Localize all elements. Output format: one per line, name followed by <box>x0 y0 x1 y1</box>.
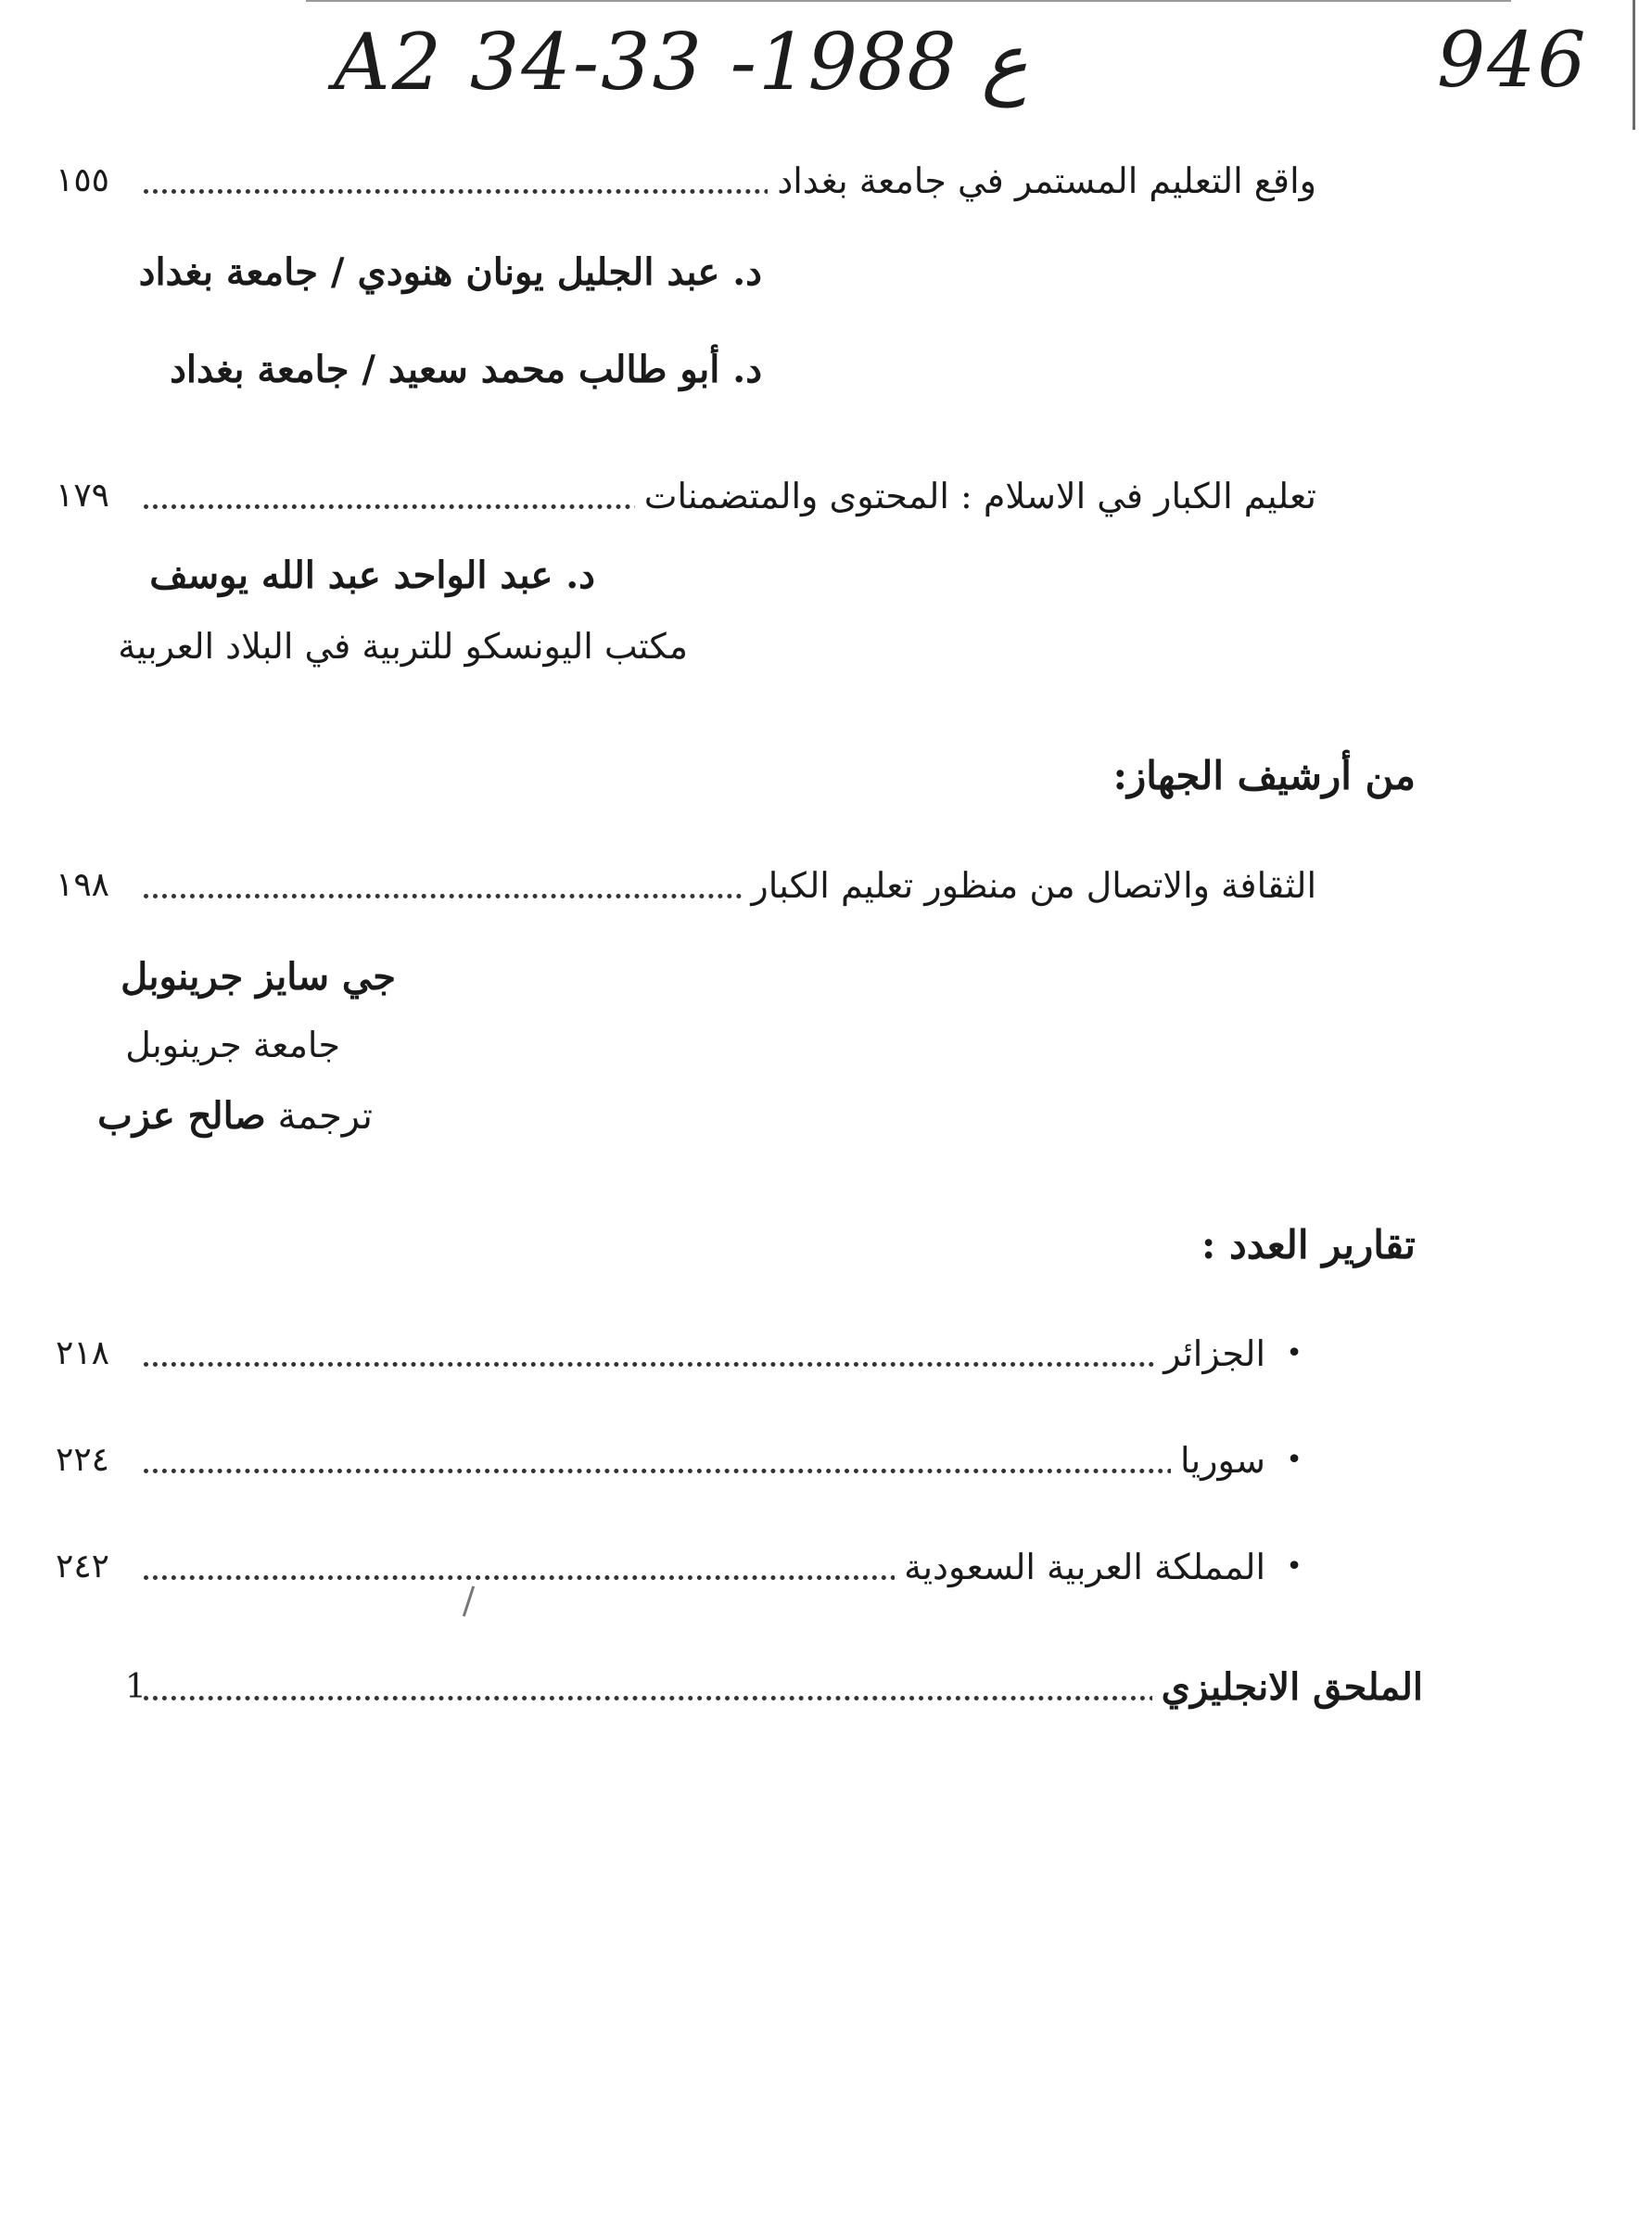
author-name: د. عبد الواحد عبد الله يوسف <box>149 554 595 597</box>
toc-entry-title: تعليم الكبار في الاسلام : المحتوى والمتضمنات <box>635 464 1316 529</box>
bullet-icon: • <box>1286 1444 1303 1476</box>
toc-entry-title: الجزائر <box>1154 1321 1265 1386</box>
toc-entry-adult-education-islam[interactable] <box>56 464 1316 529</box>
leader-dots <box>144 1469 1228 1473</box>
handwritten-call-number: A2 34-33 -ع 1988 <box>334 17 1028 108</box>
leader-dots <box>144 1362 1228 1367</box>
scan-edge-top <box>306 0 1511 2</box>
toc-page-number: ٢٤٢ <box>56 1548 110 1586</box>
author-affiliation: جامعة جرينوبل <box>125 1025 340 1065</box>
toc-entry-english-appendix[interactable] <box>56 1655 1423 1720</box>
toc-page-number: ١٧٩ <box>56 477 110 515</box>
toc-entry-continuing-education[interactable] <box>56 148 1316 213</box>
toc-entry-title: واقع التعليم المستمر في جامعة بغداد <box>768 148 1316 213</box>
handwritten-page-number: 946 <box>1437 17 1588 105</box>
toc-entry-title: الثقافة والاتصال من منظور تعليم الكبار <box>742 853 1316 918</box>
author-name: جي سايز جرينوبل <box>121 955 396 999</box>
author-affiliation: مكتب اليونسكو للتربية في البلاد العربية <box>118 626 688 667</box>
translator-name: صالح عزب <box>97 1094 266 1138</box>
toc-entry-title: الملحق الانجليزي <box>1152 1655 1423 1720</box>
bullet-icon: • <box>1286 1337 1303 1369</box>
toc-page-number: ٢١٨ <box>56 1334 110 1372</box>
toc-entry-title: المملكة العربية السعودية <box>895 1535 1265 1599</box>
section-heading-reports: تقارير العدد : <box>1201 1222 1416 1267</box>
toc-page-number: 1 <box>125 1668 146 1706</box>
toc-page-number: ١٥٥ <box>56 161 110 199</box>
section-heading-archive: من أرشيف الجهاز: <box>1112 753 1416 798</box>
translation-prefix: ترجمة <box>277 1095 373 1138</box>
bullet-icon: • <box>1286 1550 1303 1583</box>
scan-edge-right <box>1633 0 1635 130</box>
author-name: د. أبو طالب محمد سعيد / جامعة بغداد <box>170 348 762 391</box>
author-name: د. عبد الجليل يونان هنودي / جامعة بغداد <box>138 250 762 294</box>
toc-entry-culture-communication[interactable] <box>56 853 1316 918</box>
toc-entry-report-syria[interactable] <box>56 1428 1303 1493</box>
toc-entry-report-algeria[interactable] <box>56 1321 1303 1386</box>
toc-entry-title: سوريا <box>1171 1428 1265 1493</box>
toc-entry-report-saudi-arabia[interactable] <box>56 1535 1303 1599</box>
translator-line <box>97 1094 373 1138</box>
toc-page-number: ١٩٨ <box>56 866 110 904</box>
toc-page-number: ٢٢٤ <box>56 1441 110 1479</box>
